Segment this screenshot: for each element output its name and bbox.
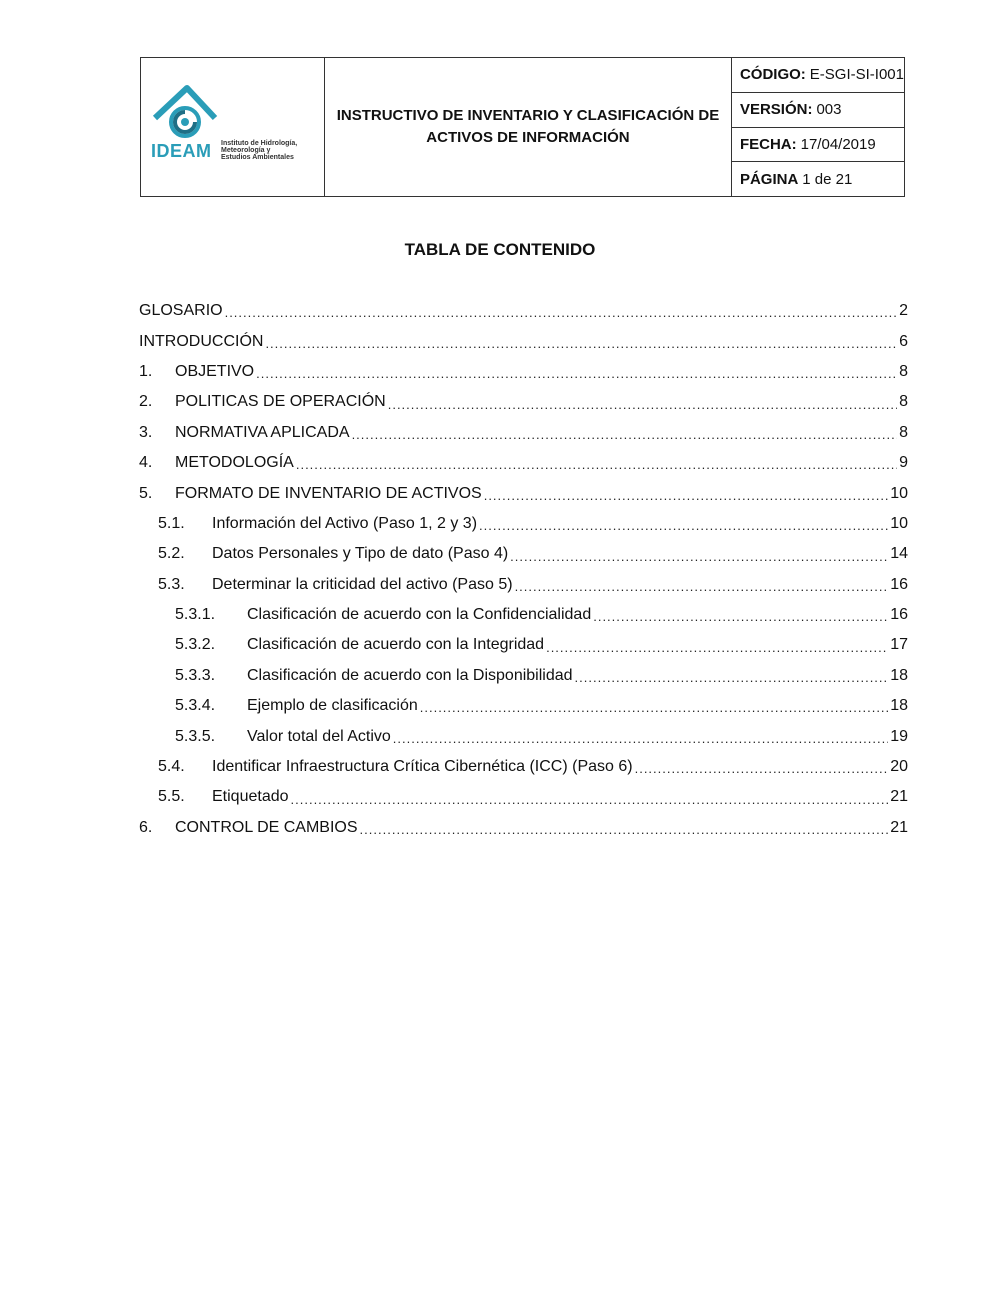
toc-entry-page: 14 [890, 545, 908, 563]
toc-entry[interactable] [139, 539, 908, 569]
pagina-label: PÁGINA [739, 170, 799, 188]
codigo-label: CÓDIGO: [739, 66, 806, 84]
toc-entry-number: 5.3.1. [175, 606, 216, 624]
toc-entry-page: 17 [890, 636, 908, 654]
pagina-row [732, 162, 904, 196]
toc-entry-number: 5.5. [158, 788, 185, 806]
pagina-value: 1 de 21 [802, 170, 853, 188]
toc-entry-label[interactable]: INTRODUCCIÓN [139, 332, 264, 350]
toc-entry-label[interactable]: Valor total del Activo [247, 727, 391, 745]
toc-dot-leader [575, 670, 889, 691]
toc-entry-number: 5.3. [158, 575, 185, 593]
version-value: 003 [816, 101, 842, 119]
toc-entry-page: 9 [899, 454, 908, 472]
toc-entry-page: 10 [890, 484, 908, 502]
toc-dot-leader [256, 366, 897, 387]
toc-entry[interactable] [139, 478, 908, 508]
toc-entry-page: 21 [890, 788, 908, 806]
toc-entry-page: 8 [899, 362, 908, 380]
toc-entry-number: 5. [139, 484, 153, 502]
toc-entry-page: 10 [890, 514, 908, 532]
title-line-1: INSTRUCTIVO DE INVENTARIO Y CLASIFICACIÓN DE [336, 107, 720, 124]
fecha-row [732, 128, 904, 163]
toc-dot-leader [360, 822, 889, 843]
toc-entry[interactable] [139, 752, 908, 782]
toc-entry-page: 2 [899, 302, 908, 320]
toc-entry-label[interactable]: Etiquetado [212, 788, 289, 806]
toc-entry[interactable] [139, 813, 908, 843]
codigo-value: E-SGI-SI-I001 [809, 66, 904, 84]
ideam-logo-icon [149, 82, 219, 142]
toc-entry-page: 19 [890, 727, 908, 745]
toc-entry-label[interactable]: NORMATIVA APLICADA [175, 423, 350, 441]
toc-entry[interactable] [139, 296, 908, 326]
toc-entry[interactable] [139, 387, 908, 417]
toc-dot-leader [420, 700, 888, 721]
toc-entry[interactable] [139, 721, 908, 751]
toc-dot-leader [546, 640, 888, 661]
toc-entry[interactable] [139, 600, 908, 630]
toc-title: TABLA DE CONTENIDO [404, 240, 596, 259]
version-row [732, 93, 904, 128]
document-title [325, 58, 732, 196]
fecha-value: 17/04/2019 [800, 135, 876, 153]
toc-dot-leader [225, 305, 898, 326]
toc-dot-leader [515, 579, 889, 600]
toc-entry[interactable] [139, 448, 908, 478]
document-header [140, 57, 905, 197]
toc-entry-number: 4. [139, 454, 153, 472]
toc-entry-label[interactable]: OBJETIVO [175, 362, 255, 380]
toc-entry-page: 6 [899, 332, 908, 350]
toc-entry-number: 5.4. [158, 758, 185, 776]
toc-entry-number: 6. [139, 818, 153, 836]
toc-entry-number: 5.3.3. [175, 666, 216, 684]
fecha-label: FECHA: [739, 135, 797, 153]
toc-dot-leader [291, 792, 889, 813]
logo-subtitle: Instituto de Hidrología, Meteorología y Estudios Ambientales [221, 140, 298, 161]
toc-entry-number: 3. [139, 423, 153, 441]
toc-entry-page: 8 [899, 423, 908, 441]
toc-entry-page: 16 [890, 575, 908, 593]
toc-dot-leader [393, 731, 888, 752]
toc-entry-page: 18 [890, 666, 908, 684]
toc-entry-page: 8 [899, 393, 908, 411]
toc-dot-leader [593, 609, 888, 630]
logo-wordmark: IDEAM [151, 141, 212, 161]
toc-dot-leader [296, 457, 897, 478]
version-label: VERSIÓN: [739, 101, 813, 119]
toc-entry-label[interactable]: GLOSARIO [139, 302, 223, 320]
toc-dot-leader [479, 518, 888, 539]
toc-entry[interactable] [139, 661, 908, 691]
toc-dot-leader [510, 549, 888, 570]
toc-entry[interactable] [139, 782, 908, 812]
toc-entry-label[interactable]: Información del Activo (Paso 1, 2 y 3) [212, 514, 478, 532]
toc-entry-number: 5.3.2. [175, 636, 216, 654]
toc-dot-leader [388, 397, 897, 418]
toc-dot-leader [635, 761, 889, 782]
toc-entry-number: 5.3.4. [175, 697, 216, 715]
toc-entry[interactable] [139, 326, 908, 356]
table-of-contents [139, 296, 908, 843]
toc-entry[interactable] [139, 357, 908, 387]
toc-entry-page: 16 [890, 606, 908, 624]
document-meta [732, 58, 904, 196]
toc-entry-label[interactable]: FORMATO DE INVENTARIO DE ACTIVOS [175, 484, 482, 502]
toc-entry-label[interactable]: Clasificación de acuerdo con la Disponibilidad [247, 666, 573, 684]
toc-entry-label[interactable]: Identificar Infraestructura Crítica Cibernética (ICC) (Paso 6) [212, 758, 633, 776]
toc-entry-label[interactable]: METODOLOGÍA [175, 454, 294, 472]
toc-entry-label[interactable]: Clasificación de acuerdo con la Integridad [247, 636, 545, 654]
toc-entry-number: 2. [139, 393, 153, 411]
toc-entry-label[interactable]: CONTROL DE CAMBIOS [175, 818, 358, 836]
toc-dot-leader [265, 336, 897, 357]
toc-entry-number: 5.1. [158, 514, 185, 532]
toc-dot-leader [352, 427, 898, 448]
toc-entry[interactable] [139, 691, 908, 721]
logo-cell [141, 58, 325, 196]
toc-entry-number: 5.3.5. [175, 727, 216, 745]
toc-entry-page: 18 [890, 697, 908, 715]
toc-entry-number: 5.2. [158, 545, 185, 563]
toc-dot-leader [484, 488, 889, 509]
toc-entry[interactable] [139, 509, 908, 539]
toc-entry-label[interactable]: POLITICAS DE OPERACIÓN [175, 393, 386, 411]
toc-entry-label[interactable]: Clasificación de acuerdo con la Confidencialidad [247, 606, 592, 624]
title-line-2: ACTIVOS DE INFORMACIÓN [426, 129, 630, 146]
codigo-row [732, 58, 904, 93]
toc-entry[interactable] [139, 570, 908, 600]
toc-entry-label[interactable]: Determinar la criticidad del activo (Paso 5) [212, 575, 513, 593]
toc-entry[interactable] [139, 418, 908, 448]
toc-entry-number: 1. [139, 362, 153, 380]
toc-entry-label[interactable]: Datos Personales y Tipo de dato (Paso 4) [212, 545, 509, 563]
toc-entry-label[interactable]: Ejemplo de clasificación [247, 697, 418, 715]
toc-entry-page: 21 [890, 818, 908, 836]
toc-entry[interactable] [139, 630, 908, 660]
toc-entry-page: 20 [890, 758, 908, 776]
